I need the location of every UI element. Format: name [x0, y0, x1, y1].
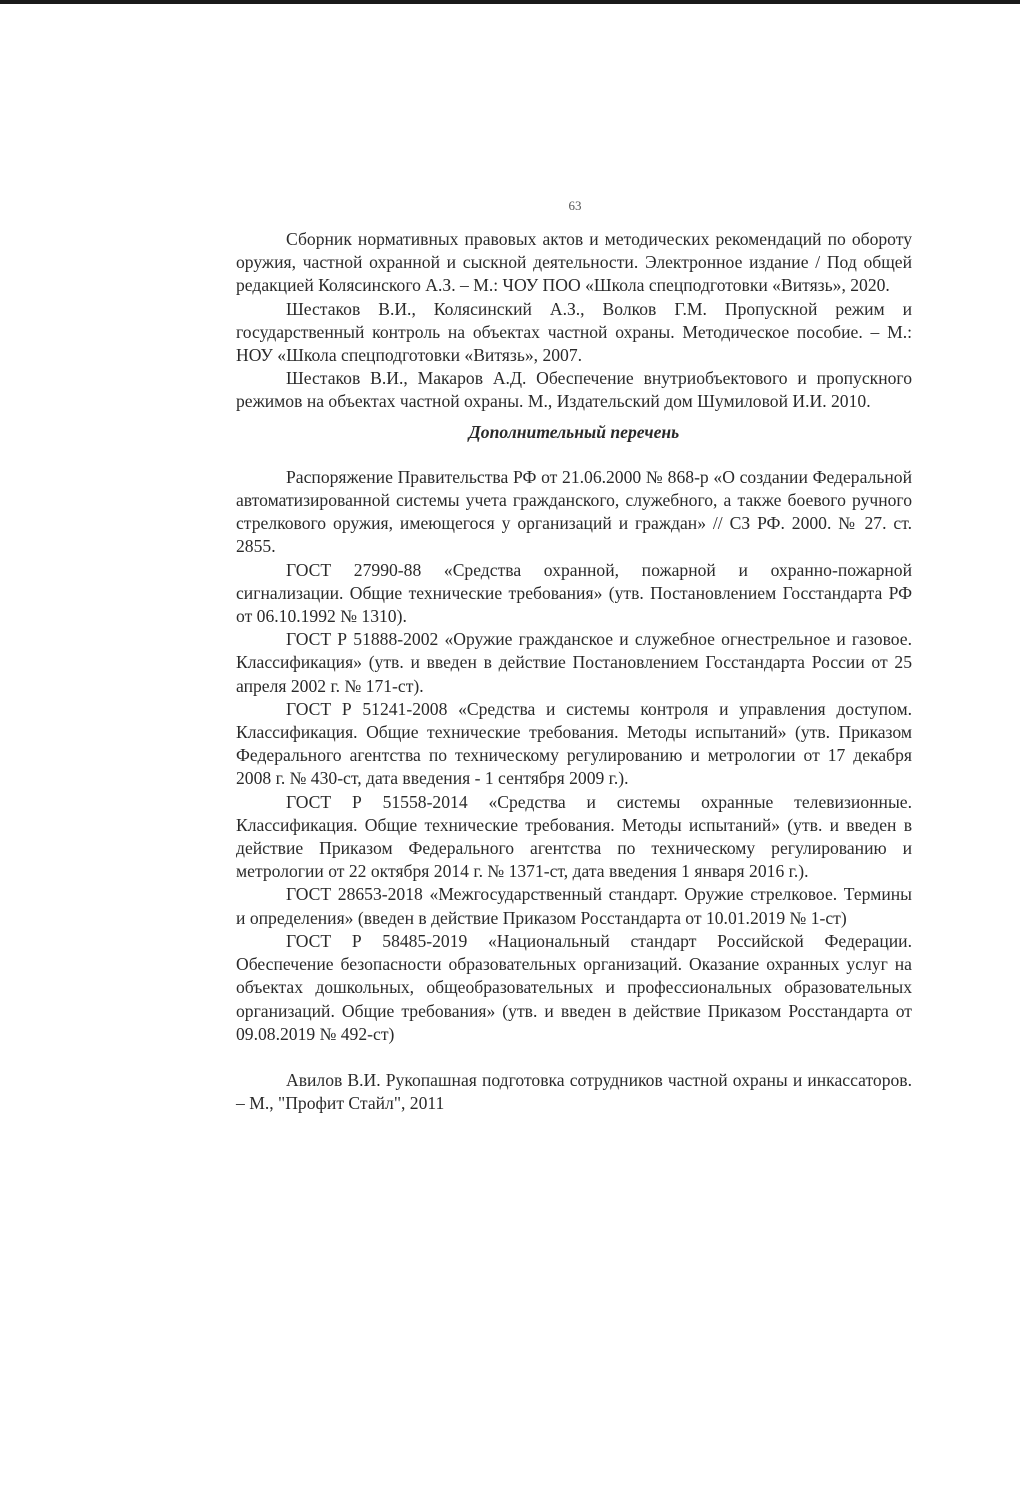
- reference-entry: Шестаков В.И., Колясинский А.З., Волков Г.М. Пропускной режим и государственный контроль на объектах частной охраны. Методическое пособие. – М.: НОУ «Школа спецподготовки «Витязь», 2007.: [236, 298, 912, 366]
- page-number: 63: [568, 198, 582, 213]
- reference-entry: ГОСТ 27990-88 «Средства охранной, пожарной и охранно-пожарной сигнализации. Общие технические требования» (утв. Постановлением Госстандарта РФ от 06.10.1992 № 1310).: [236, 559, 912, 627]
- reference-entry: ГОСТ Р 58485-2019 «Национальный стандарт Российской Федерации. Обеспечение безопасности образовательных организаций. Оказание охранных услуг на объектах дошкольных, общеобразовательных и профессиональных образовательных организаций. Общие требования» (утв. и введен в действие Приказом Росстандарта от 09.08.2019 № 492-ст): [236, 930, 912, 1044]
- reference-entry: ГОСТ 28653-2018 «Межгосударственный стандарт. Оружие стрелковое. Термины и определения» (введен в действие Приказом Росстандарта от 10.01.2019 № 1-ст): [236, 884, 912, 928]
- reference-entry: Сборник нормативных правовых актов и методических рекомендаций по обороту оружия, частной охранной и сыскной деятельности. Электронное издание / Под общей редакцией Колясинского А.З. – М.: ЧОУ ПОО «Школа спецподготовки «Витязь», 2020.: [236, 229, 912, 296]
- scan-top-edge: [0, 0, 1020, 4]
- reference-entry: ГОСТ Р 51241-2008 «Средства и системы контроля и управления доступом. Классификация. Общие технические требования. Методы испытаний» (утв. Приказом Федерального агентства по техническому регулированию и метрологии от 17 декабря 2008 г. № 430-ст, дата введения - 1 сентября 2009 г.).: [236, 698, 912, 789]
- reference-entry: ГОСТ Р 51558-2014 «Средства и системы охранные телевизионные. Классификация. Общие технические требования. Методы испытаний» (утв. и введен в действие Приказом Федерального агентства по техническому регулированию и метрологии от 22 октября 2014 г. № 1371-ст, дата введения 1 января 2016 г.).: [236, 791, 912, 882]
- reference-entry: Распоряжение Правительства РФ от 21.06.2000 № 868-р «О создании Федеральной автоматизированной системы учета гражданского, служебного, а также боевого ручного стрелкового оружия, имеющегося у организаций и граждан» // СЗ РФ. 2000. № 27. ст. 2855.: [236, 466, 912, 557]
- spacer: [236, 444, 912, 466]
- reference-entry: ГОСТ Р 51888-2002 «Оружие гражданское и служебное огнестрельное и газовое. Классификация» (утв. и введен в действие Постановлением Госстандарта России от 25 апреля 2002 г. № 171-ст).: [236, 629, 912, 696]
- spacer: [236, 1046, 912, 1069]
- section-heading: Дополнительный перечень: [468, 421, 680, 442]
- reference-entry: Авилов В.И. Рукопашная подготовка сотрудников частной охраны и инкассаторов. – М., "Профит Стайл", 2011: [236, 1069, 912, 1114]
- reference-entry: Шестаков В.И., Макаров А.Д. Обеспечение внутриобъектового и пропускного режимов на объектах частной охраны. М., Издательский дом Шумиловой И.И. 2010.: [236, 368, 912, 412]
- document-body: [236, 228, 912, 1115]
